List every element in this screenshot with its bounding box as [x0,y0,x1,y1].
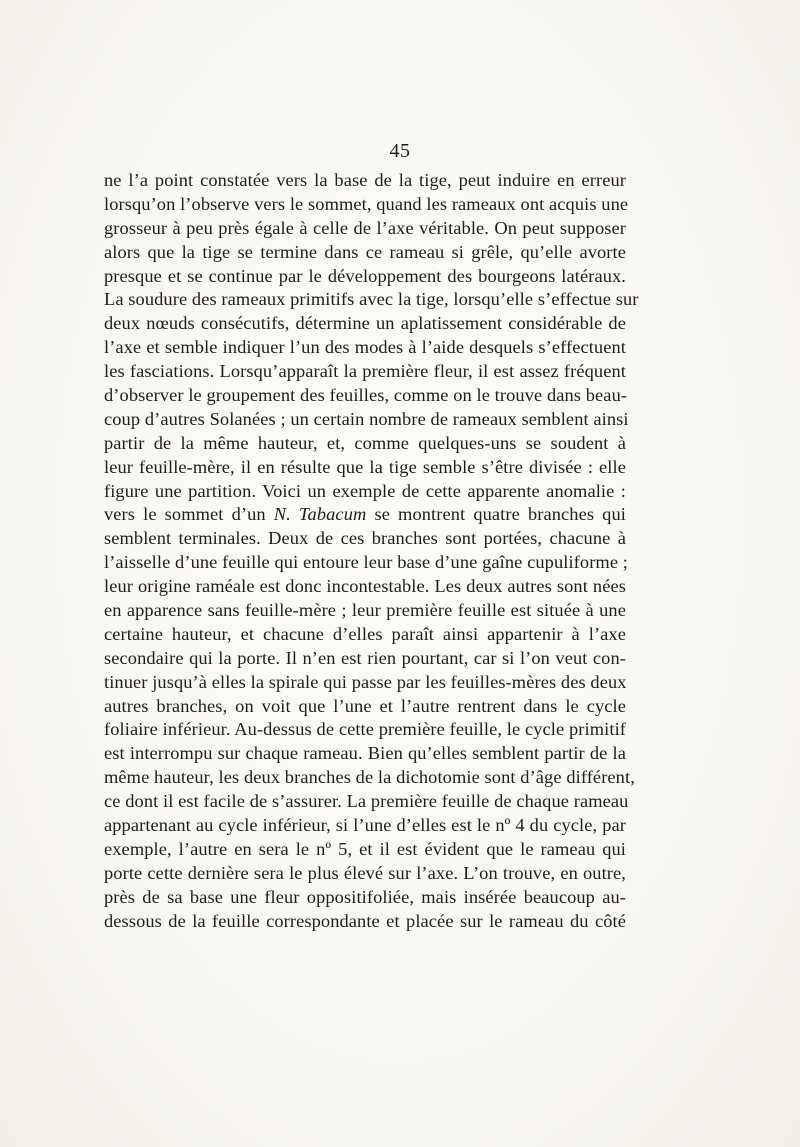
text-line: La soudure des rameaux primitifs avec la tige, lorsqu’elle s’effectue sur [104,289,639,310]
species-name: N. Tabacum [273,504,367,525]
text-line: appartenant au cycle inférieur, si l’une d’elles est le nº 4 du cycle, par [104,815,626,836]
text-line: en apparence sans feuille-mère ; leur première feuille est située à une [104,600,626,621]
text-line: presque et se continue par le développement des bourgeons latéraux. [104,265,626,286]
text-line: ce dont il est facile de s’assurer. La première feuille de chaque rameau [104,791,629,812]
text-line: coup d’autres Solanées ; un certain nombre de rameaux semblent ainsi [104,408,629,429]
body-text [104,169,639,934]
text-line-with-italic [104,503,626,527]
text-line: grosseur à peu près égale à celle de l’axe véritable. On peut supposer [104,217,626,238]
text-line: exemple, l’autre en sera le nº 5, et il est évident que le rameau qui [104,838,626,859]
text-line: tinuer jusqu’à elles la spirale qui passe par les feuilles-mères des deux [104,671,627,692]
text-line: dessous de la feuille correspondante et placée sur le rameau du côté [104,910,626,931]
text-line: leur feuille-mère, il en résulte que la tige semble s’être divisée : elle [104,456,626,477]
text-line: l’aisselle d’une feuille qui entoure leur base d’une gaîne cupuliforme ; [104,552,628,573]
text-line: leur origine raméale est donc incontestable. Les deux autres sont nées [104,576,626,597]
text-line: l’axe et semble indiquer l’un des modes à l’aide desquels s’effectuent [104,337,626,358]
text-line: partir de la même hauteur, et, comme quelques-uns se soudent à [104,432,626,453]
text-line: certaine hauteur, et chacune d’elles paraît ainsi appartenir à l’axe [104,623,626,644]
text-line: semblent terminales. Deux de ces branches sont portées, chacune à [104,528,626,549]
text-line: figure une partition. Voici un exemple de cette apparente anomalie : [104,480,626,501]
text-line: d’observer le groupement des feuilles, comme on le trouve dans beau- [104,385,628,406]
text-line: est interrompu sur chaque rameau. Bien qu’elles semblent partir de la [104,743,626,764]
text-line: foliaire inférieur. Au-dessus de cette première feuille, le cycle primitif [104,719,626,740]
text-line: même hauteur, les deux branches de la dichotomie sont d’âge différent, [104,767,635,788]
text-line: deux nœuds consécutifs, détermine un aplatissement considérable de [104,313,626,334]
text-line: alors que la tige se termine dans ce rameau si grêle, qu’elle avorte [104,241,626,262]
page-number: 45 [389,140,411,162]
line-text-before: vers le sommet d’un [104,504,274,525]
text-line: lorsqu’on l’observe vers le sommet, quand les rameaux ont acquis une [104,193,629,214]
text-line: les fasciations. Lorsqu’apparaît la première fleur, il est assez fréquent [104,361,626,382]
line-text-after: se montrent quatre branches qui [366,504,626,525]
text-line: près de sa base une fleur oppositifoliée, mais insérée beaucoup au- [104,886,626,907]
text-line: secondaire qui la porte. Il n’en est rien pourtant, car si l’on veut con- [104,647,626,668]
text-line: ne l’a point constatée vers la base de la tige, peut induire en erreur [104,170,626,190]
text-line: autres branches, on voit que l’une et l’autre rentrent dans le cycle [104,695,626,716]
text-line: porte cette dernière sera le plus élevé sur l’axe. L’on trouve, en outre, [104,862,626,883]
